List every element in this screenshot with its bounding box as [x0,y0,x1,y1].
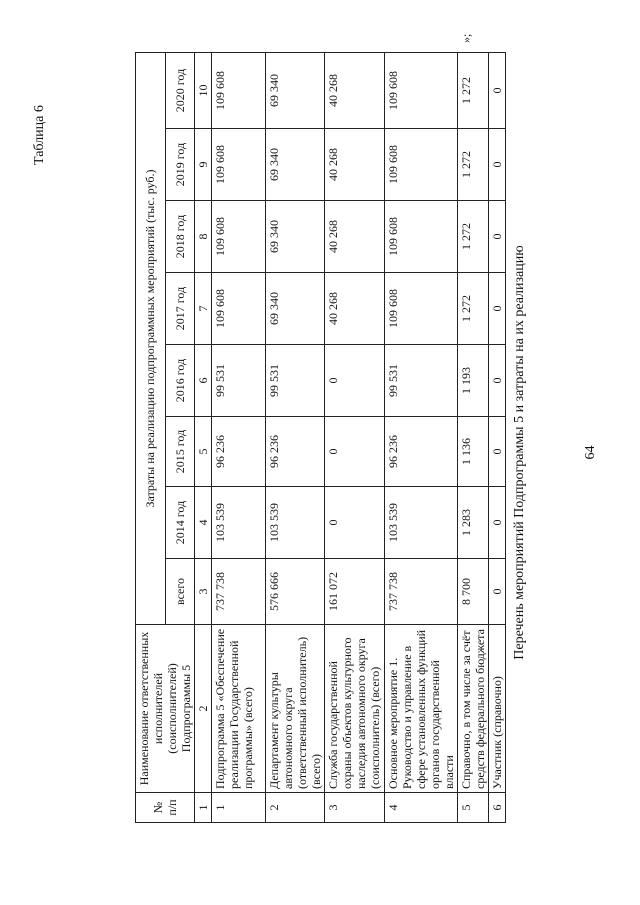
header-total: всего [165,559,195,625]
row-name: Основное мероприятие 1. Руководство и управление в сфере установленных функций органов государственной власти [385,625,458,793]
column-index: 1 [195,793,212,823]
header-year: 2019 год [165,129,195,201]
cell-value: 40 268 [325,129,385,201]
table-row [266,53,325,823]
row-num: 6 [489,793,506,823]
column-index: 3 [195,559,212,625]
row-name: Участник (справочно) [489,625,506,793]
header-year: 2018 год [165,201,195,273]
cell-total: 161 072 [325,559,385,625]
cell-total: 576 666 [266,559,325,625]
cell-value: 99 531 [212,345,266,417]
cell-value: 40 268 [325,53,385,129]
cell-value: 40 268 [325,273,385,345]
cell-value: 103 539 [212,487,266,559]
cell-value: 96 236 [266,417,325,487]
table-row [212,53,266,823]
expenditure-table [135,52,506,823]
row-num: 1 [212,793,266,823]
cell-value: 103 539 [385,487,458,559]
header-costs-group: Затраты на реализацию подпрограммных мероприятий (тыс. руб.) [136,53,166,625]
cell-value: 1 193 [458,345,489,417]
header-row-1 [136,53,166,823]
cell-value: 0 [489,417,506,487]
table-row [458,53,489,823]
closing-quote-mark: »; [459,33,473,43]
cell-value: 1 272 [458,273,489,345]
column-index-row [195,53,212,823]
table-row [489,53,506,823]
document-title: Перечень мероприятий Подпрограммы 5 и затраты на их реализацию [512,245,527,660]
cell-value: 109 608 [385,53,458,129]
cell-value: 1 283 [458,487,489,559]
cell-value: 0 [325,345,385,417]
cell-value: 69 340 [266,201,325,273]
column-index: 7 [195,273,212,345]
cell-value: 69 340 [266,273,325,345]
column-index: 2 [195,625,212,793]
cell-value: 0 [325,417,385,487]
cell-value: 1 272 [458,129,489,201]
column-index: 9 [195,129,212,201]
row-num: 3 [325,793,385,823]
column-index: 10 [195,53,212,129]
header-year: 2017 год [165,273,195,345]
row-num: 2 [266,793,325,823]
header-year: 2014 год [165,487,195,559]
header-year: 2020 год [165,53,195,129]
header-year: 2016 год [165,345,195,417]
cell-value: 0 [489,53,506,129]
cell-value: 109 608 [212,129,266,201]
column-index: 4 [195,487,212,559]
table-row [385,53,458,823]
table-row [325,53,385,823]
cell-value: 109 608 [212,201,266,273]
cell-value: 0 [489,129,506,201]
cell-value: 0 [489,345,506,417]
cell-total: 737 738 [385,559,458,625]
cell-value: 96 236 [385,417,458,487]
cell-value: 0 [489,487,506,559]
cell-value: 103 539 [266,487,325,559]
table-label: Таблица 6 [32,105,47,165]
cell-value: 96 236 [212,417,266,487]
cell-value: 1 136 [458,417,489,487]
cell-value: 109 608 [212,273,266,345]
cell-value: 99 531 [266,345,325,417]
cell-total: 8 700 [458,559,489,625]
row-name: Подпрограмма 5 «Обеспечение реализации Государственной программы» (всего) [212,625,266,793]
cell-value: 109 608 [385,201,458,273]
cell-value: 69 340 [266,53,325,129]
row-num: 5 [458,793,489,823]
row-num: 4 [385,793,458,823]
column-index: 5 [195,417,212,487]
cell-total: 737 738 [212,559,266,625]
cell-value: 1 272 [458,201,489,273]
page-number: 64 [583,445,598,460]
column-index: 8 [195,201,212,273]
cell-value: 0 [489,201,506,273]
cell-value: 109 608 [385,273,458,345]
cell-value: 0 [489,273,506,345]
cell-total: 0 [489,559,506,625]
cell-value: 109 608 [212,53,266,129]
header-name: Наименование ответственных исполнителей (соисполнителей) Подпрограммы 5 [136,625,195,793]
cell-value: 109 608 [385,129,458,201]
column-index: 6 [195,345,212,417]
cell-value: 0 [325,487,385,559]
row-name: Департамент культуры автономного округа (ответственный исполнитель) (всего) [266,625,325,793]
expenditure-table-container [135,53,504,823]
cell-value: 69 340 [266,129,325,201]
header-num: № п/п [136,793,195,823]
cell-value: 1 272 [458,53,489,129]
row-name: Служба государственной охраны объектов культурного наследия автономного округа (соисполнитель) (всего) [325,625,385,793]
header-year: 2015 год [165,417,195,487]
cell-value: 40 268 [325,201,385,273]
cell-value: 99 531 [385,345,458,417]
row-name: Справочно, в том числе за счёт средств федерального бюджета [458,625,489,793]
